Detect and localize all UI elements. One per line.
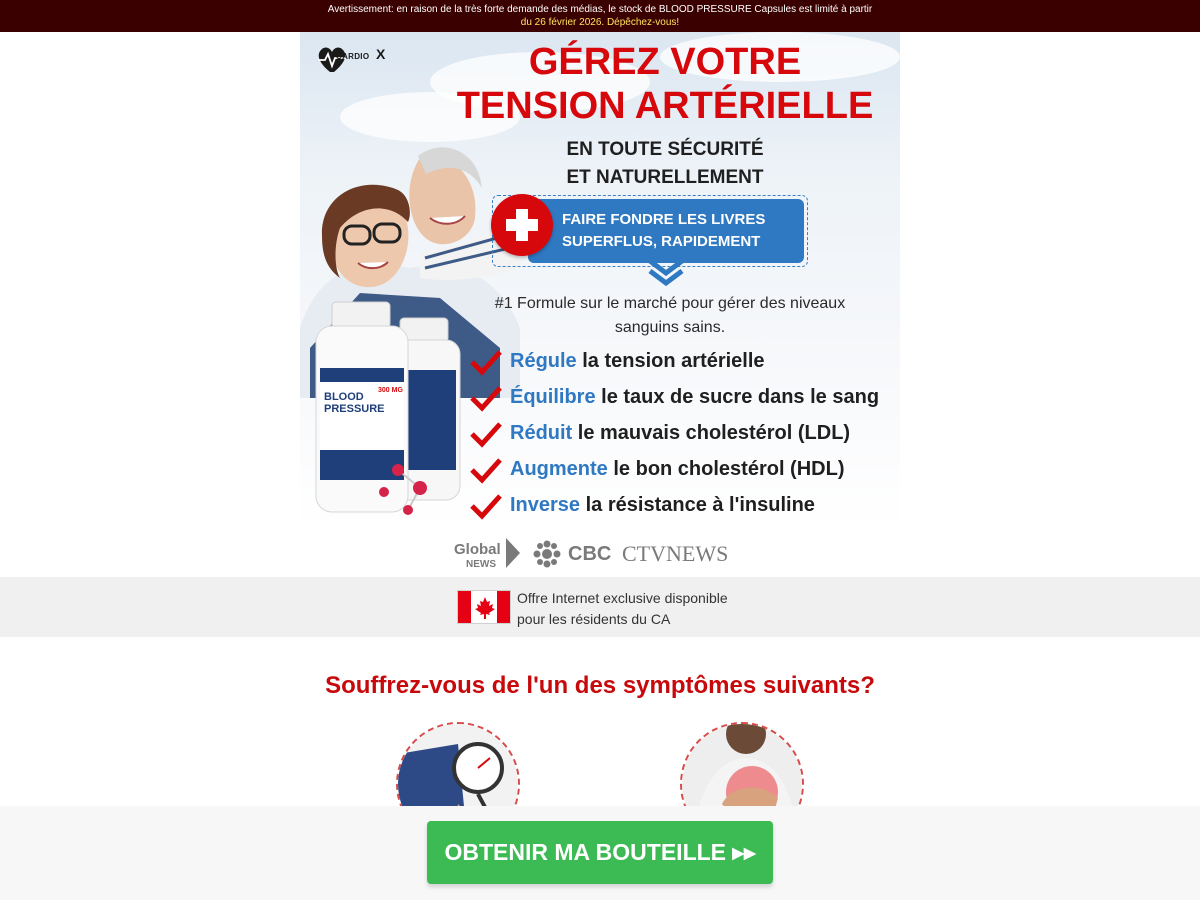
ctv-news-text: NEWS (666, 541, 729, 566)
hero-subtitle-line-2: ET NATURELLEMENT (566, 167, 764, 188)
formula-claim (475, 292, 865, 340)
benefit-text: le mauvais cholestérol (LDL) (577, 422, 851, 444)
warning-line-2: du 26 février 2026. Dépêchez-vous! (520, 17, 680, 28)
chevron-down-icon (646, 259, 686, 289)
brand-logo-text: CARDIO (336, 52, 370, 61)
hero-banner (300, 32, 900, 528)
medical-cross-icon (491, 194, 553, 256)
bottle-label-line-2: PRESSURE (324, 403, 385, 415)
stock-warning-bar (0, 0, 1200, 32)
offer-line-1: Offre Internet exclusive disponible (517, 590, 728, 606)
exclusive-offer-strip (0, 577, 1200, 637)
badge-line-1: FAIRE FONDRE LES LIVRES (562, 211, 766, 228)
global-news-subtext: NEWS (466, 559, 496, 570)
cbc-logo: CBC (568, 543, 612, 565)
hero-subtitle-line-1: EN TOUTE SÉCURITÉ (566, 139, 764, 160)
checkmark-icon (470, 384, 502, 412)
checkmark-icon (470, 456, 502, 484)
checkmark-icon (470, 348, 502, 376)
bottle-dose: 300 MG (378, 387, 403, 394)
benefit-text: la résistance à l'insuline (585, 494, 815, 516)
canada-flag-icon (457, 590, 511, 624)
media-logos (450, 534, 760, 574)
offer-line-2: pour les résidents du CA (517, 611, 671, 627)
benefit-text: la tension artérielle (582, 350, 765, 372)
warning-line-1: Avertissement: en raison de la très forte demande des médias, le stock de BLOOD PRESSURE Capsules est limité à partir (327, 4, 873, 15)
hero-title-line-2: TENSION ARTÉRIELLE (456, 85, 874, 127)
symptoms-heading: Souffrez-vous de l'un des symptômes suivants? (325, 672, 875, 699)
hero-subtitle (505, 136, 825, 192)
bottle-label-line-1: BLOOD (324, 391, 364, 403)
benefit-text: le taux de sucre dans le sang (601, 386, 880, 408)
benefit-keyword: Réduit (510, 422, 573, 444)
formula-line-2: sanguins sains. (614, 319, 726, 336)
ctv-news-logo (622, 541, 728, 567)
badge-line-2: SUPERFLUS, RAPIDEMENT (562, 233, 761, 250)
global-news-logo: Global (454, 541, 501, 558)
benefit-keyword: Inverse (510, 494, 581, 516)
benefit-keyword: Équilibre (510, 386, 596, 408)
checkmark-icon (470, 420, 502, 448)
checkmark-icon (470, 492, 502, 520)
benefit-text: le bon cholestérol (HDL) (613, 458, 845, 480)
ctv-logo-text: CTV (622, 541, 666, 566)
benefit-keyword: Augmente (510, 458, 608, 480)
sticky-cta-bar (0, 806, 1200, 900)
hero-title-line-1: GÉREZ VOTRE (528, 41, 802, 83)
cbc-gem-icon (532, 540, 562, 568)
benefit-keyword: Régule (510, 350, 577, 372)
get-bottle-button[interactable]: OBTENIR MA BOUTEILLE ▸▸ (427, 821, 773, 884)
offer-text (517, 588, 728, 630)
brand-logo-x: X (376, 46, 386, 62)
global-news-arrow-icon (506, 538, 520, 568)
fat-burn-badge (528, 199, 804, 263)
formula-line-1: #1 Formule sur le marché pour gérer des niveaux (494, 295, 846, 312)
